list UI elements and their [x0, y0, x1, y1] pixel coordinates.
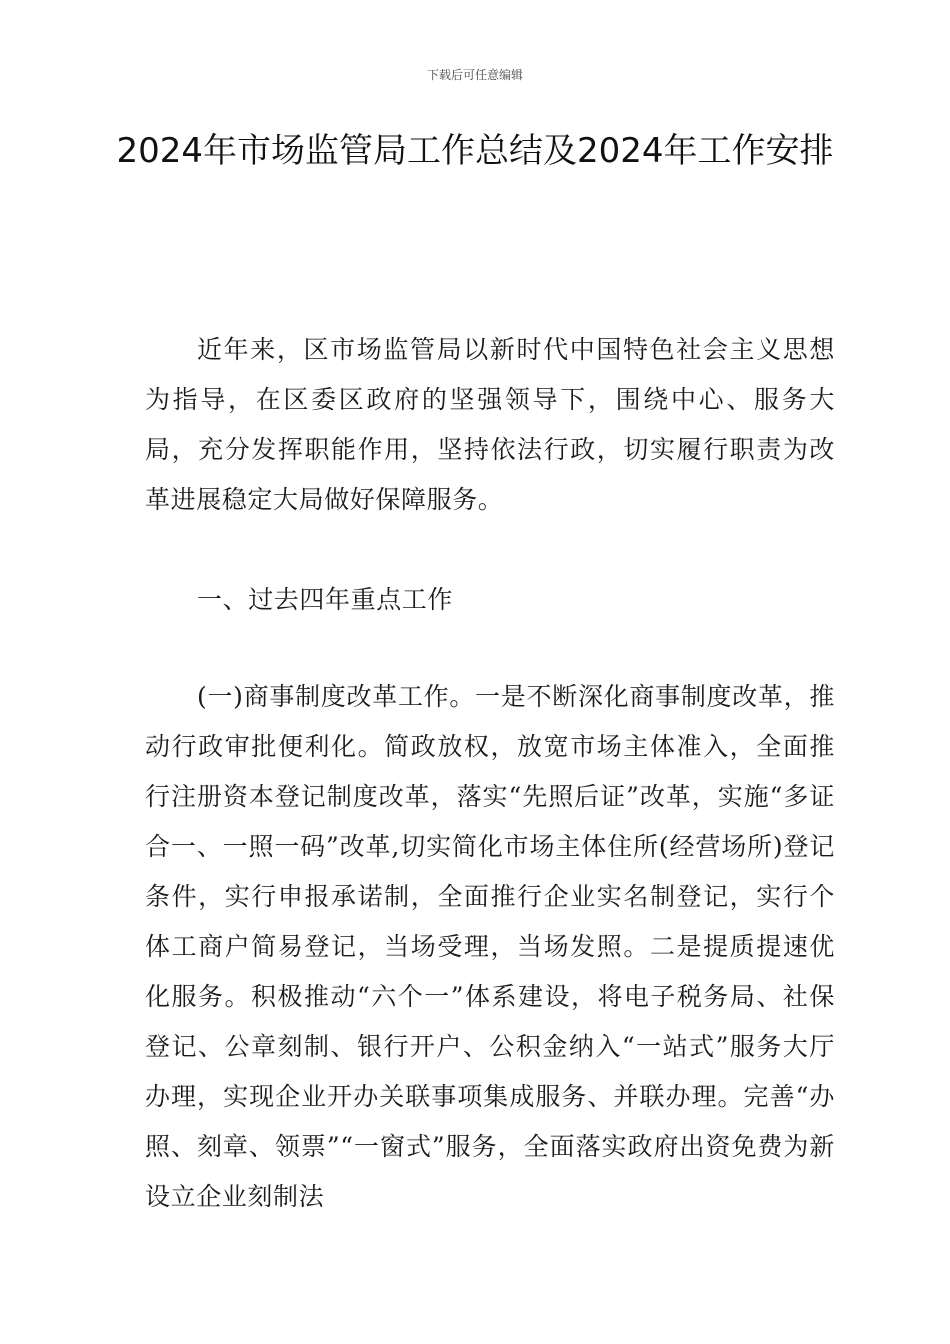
section-heading: 一、过去四年重点工作 [197, 585, 454, 614]
document-title: 2024年市场监管局工作总结及2024年工作安排 [116, 131, 834, 171]
intro-paragraph: 近年来，区市场监管局以新时代中国特色社会主义思想为指导，在区委区政府的坚强领导下，围绕中心、服务大局，充分发挥职能作用，坚持依法行政，切实履行职责为改革进展稳定大局做好保障服务。 [145, 335, 835, 514]
body-paragraph: (一)商事制度改革工作。一是不断深化商事制度改革，推动行政审批便利化。简政放权，放宽市场主体准入，全面推行注册资本登记制度改革，落实“先照后证”改革，实施“多证合一、一照一码”改革,切实简化市场主体住所(经营场所)登记条件，实行申报承诺制，全面推行企业实名制登记，实行个体工商户简易登记，当场受理，当场发照。二是提质提速优化服务。积极推动“六个一”体系建设，将电子税务局、社保登记、公章刻制、银行开户、公积金纳入“一站式”服务大厅办理，实现企业开办关联事项集成服务、并联办理。完善“办照、刻章、领票”“一窗式”服务，全面落实政府出资免费为新设立企业刻制法 [145, 682, 835, 1211]
header-note: 下载后可任意编辑 [426, 68, 523, 82]
